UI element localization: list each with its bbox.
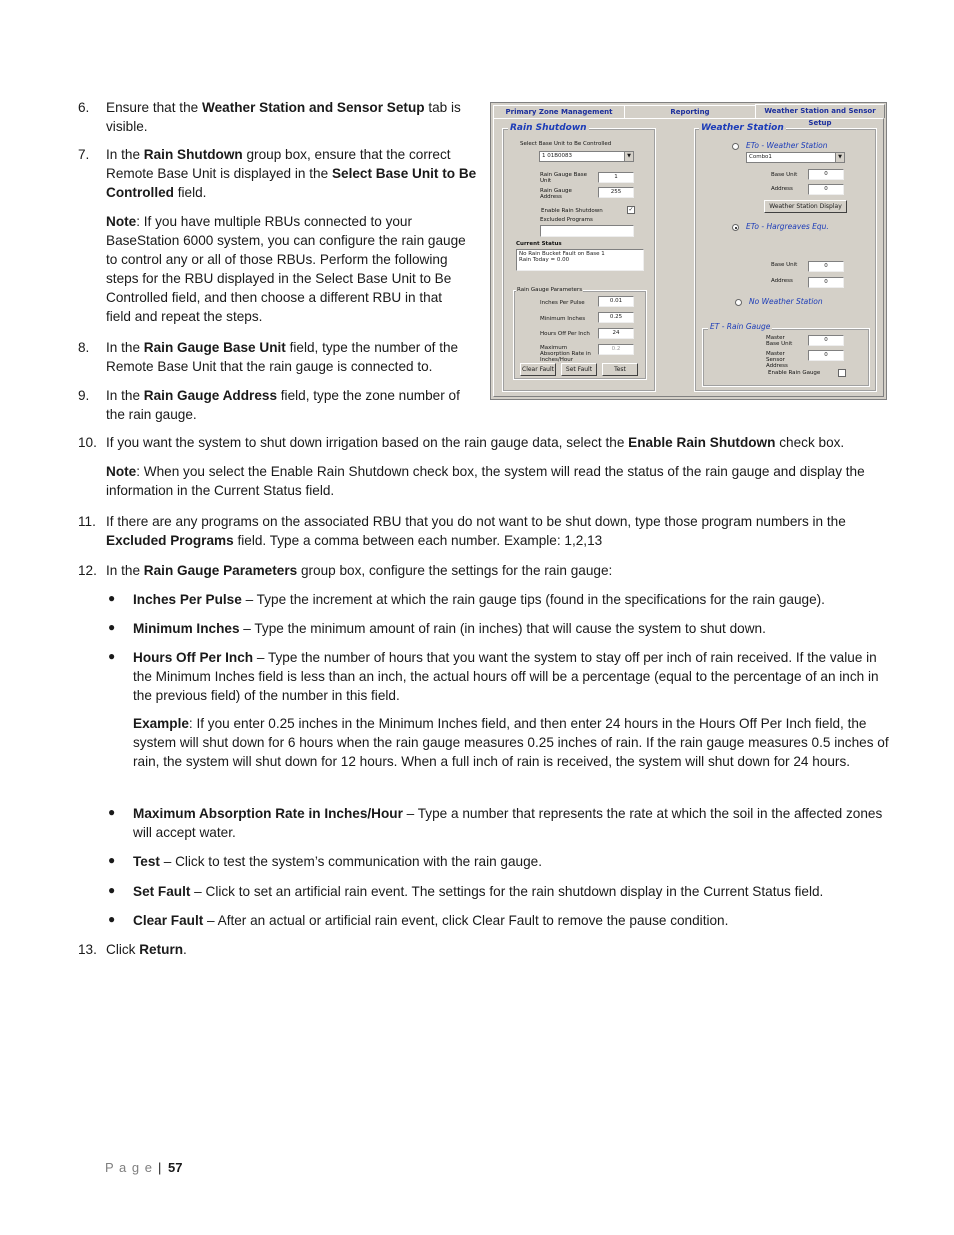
step-10-note: Note: When you select the Enable Rain Shutdown check box, the system will read the status of the rain gauge and display the information in the Current Status field. [106, 464, 865, 498]
base-unit-label: Base Unit [771, 262, 798, 268]
step-number: 6. [78, 100, 90, 115]
step-12: In the Rain Gauge Parameters group box, configure the settings for the rain gauge: [106, 563, 613, 578]
step-9: In the Rain Gauge Address field, type the zone number of the rain gauge. [106, 388, 460, 422]
inches-per-pulse-field[interactable]: 0.01 [598, 296, 634, 307]
step-10: If you want the system to shut down irrigation based on the rain gauge data, select the Enable Rain Shutdown check box. [106, 435, 845, 450]
minimum-inches-label: Minimum Inches [540, 316, 586, 322]
et-rain-gauge-title: ET - Rain Gauge [710, 322, 771, 331]
step-13: Click Return. [106, 942, 187, 957]
rain-gauge-address-field[interactable]: 255 [598, 187, 634, 198]
tab-pane [493, 118, 884, 397]
test-button[interactable]: Test [602, 363, 638, 376]
weather-station-combo[interactable] [746, 152, 845, 163]
step-number: 8. [78, 340, 90, 355]
bullet-icon: ● [108, 649, 116, 663]
current-status-field [516, 249, 644, 271]
address-label: Address [771, 186, 793, 192]
base-unit-field[interactable]: 0 [808, 169, 844, 180]
bullet-icon: ● [108, 620, 116, 634]
address-field[interactable]: 0 [808, 184, 844, 195]
hours-off-per-inch-field[interactable]: 24 [598, 328, 634, 339]
select-base-unit-value: 1 01B0083 [542, 153, 573, 159]
minimum-inches-field[interactable]: 0.25 [598, 312, 634, 323]
bullet-item: Set Fault – Click to set an artificial rain event. The settings for the rain shutdown display in the Current Status field. [133, 884, 824, 899]
base-unit-label: Base Unit [771, 172, 798, 178]
rain-shutdown-title: Rain Shutdown [510, 123, 587, 133]
address-label: Address [771, 278, 793, 284]
set-fault-button[interactable]: Set Fault [561, 363, 597, 376]
eto-weather-station-label: ETo - Weather Station [746, 141, 828, 150]
bullet-icon: ● [108, 853, 116, 867]
step-11: If there are any programs on the associated RBU that you do not want to be shut down, type those program numbers in the Excluded Programs field. Type a comma between each number. Example: 1,2,13 [106, 514, 846, 548]
page-number: 57 [168, 1160, 183, 1175]
enable-rain-shutdown-checkbox[interactable]: ✓ [628, 206, 634, 213]
enable-rain-gauge-label: Enable Rain Gauge [768, 370, 821, 376]
no-weather-station-label: No Weather Station [749, 297, 823, 306]
bullet-icon: ● [108, 805, 116, 819]
weather-station-display-button[interactable]: Weather Station Display [764, 200, 847, 213]
clear-fault-button[interactable]: Clear Fault [520, 363, 556, 376]
example-text: Example: If you enter 0.25 inches in the Minimum Inches field, and then enter 24 hours in the Hours Off Per Inch field, the system will shut down for 6 hours when the rain gauge measures 0.25 inches of rain. If the rain gauge measures 0.5 inches of rain, the system will shut down for 12 hours. When a full inch of rain is received, the system will shut down for 24 hours. [133, 716, 889, 769]
step-number: 11. [78, 514, 96, 529]
rain-gauge-base-unit-field[interactable]: 1 [598, 172, 634, 183]
rain-gauge-address-label: Rain Gauge Address [540, 188, 572, 200]
rain-gauge-base-unit-label: Rain Gauge Base Unit [540, 172, 587, 184]
step-number: 7. [78, 147, 90, 162]
bullet-item: Test – Click to test the system’s communication with the rain gauge. [133, 854, 543, 869]
tab-reporting[interactable]: Reporting [624, 105, 756, 118]
enable-rain-gauge-checkbox[interactable] [838, 369, 846, 377]
footer-separator: | [158, 1160, 162, 1175]
step-7: In the Rain Shutdown group box, ensure that the correct Remote Base Unit is displayed in the Select Base Unit to Be Controlled field. [106, 147, 477, 200]
bullet-icon: ● [108, 912, 116, 926]
rain-gauge-parameters-title: Rain Gauge Parameters [517, 287, 583, 293]
max-absorption-rate-field[interactable]: 0.2 [598, 344, 634, 355]
no-weather-station-radio[interactable] [735, 299, 742, 306]
select-base-unit-label: Select Base Unit to Be Controlled [520, 141, 612, 147]
step-number: 10. [78, 435, 97, 450]
select-base-unit-combo[interactable] [539, 151, 634, 162]
status-line: No Rain Bucket Fault on Base 1 [519, 251, 605, 257]
bullet-item: Inches Per Pulse – Type the increment at which the rain gauge tips (found in the specifications for the rain gauge). [133, 592, 825, 607]
excluded-programs-label: Excluded Programs [540, 217, 593, 223]
step-6: Ensure that the Weather Station and Sensor Setup tab is visible. [106, 100, 461, 134]
master-sensor-address-field[interactable]: 0 [808, 350, 844, 361]
bullet-item: Maximum Absorption Rate in Inches/Hour – Type a number that represents the rate at which the soil in the affected zones will accept water. [133, 806, 883, 840]
bullet-item: Minimum Inches – Type the minimum amount of rain (in inches) that will cause the system to shut down. [133, 621, 766, 636]
max-absorption-rate-label: Maximum Absorption Rate in Inches/Hour [540, 345, 591, 363]
tab-weather-station-setup[interactable]: Weather Station and Sensor Setup [755, 104, 885, 118]
footer-page-label: P a g e [105, 1160, 153, 1175]
eto-hargreaves-label: ETo - Hargreaves Equ. [746, 222, 829, 231]
eto-hargreaves-radio[interactable] [732, 224, 739, 231]
step-number: 13. [78, 942, 97, 957]
settings-screenshot [490, 102, 887, 400]
step-7-note: Note: If you have multiple RBUs connected to your BaseStation 6000 system, you can configure the rain gauge to control any or all of those RBUs. Perform the following steps for the RBU displayed in the Select Base Unit to Be Controlled field, and then choose a different RBU in that field and repeat the steps. [106, 214, 466, 324]
chevron-down-icon[interactable]: ▼ [624, 152, 633, 161]
tab-primary-zone-management[interactable]: Primary Zone Management [493, 105, 625, 118]
excluded-programs-field[interactable] [540, 225, 634, 237]
address-field[interactable]: 0 [808, 277, 844, 288]
bullet-icon: ● [108, 883, 116, 897]
step-number: 9. [78, 388, 90, 403]
chevron-down-icon[interactable]: ▼ [835, 153, 844, 162]
master-base-unit-field[interactable]: 0 [808, 335, 844, 346]
enable-rain-shutdown-label: Enable Rain Shutdown [541, 208, 603, 214]
step-8: In the Rain Gauge Base Unit field, type the number of the Remote Base Unit that the rain gauge is connected to. [106, 340, 459, 374]
bullet-item: Hours Off Per Inch – Type the number of hours that you want the system to stay off per inch of rain received. If the value in the Minimum Inches field is less than an inch, the actual hours off will be a percentage (equal to the percentage of an inch in the previous field) of the number in this field. [133, 650, 879, 703]
master-base-unit-label: Master Base Unit [766, 335, 793, 347]
eto-weather-station-radio[interactable] [732, 143, 739, 150]
weather-station-combo-value: Combo1 [749, 154, 772, 160]
status-line: Rain Today = 0.00 [519, 257, 570, 263]
inches-per-pulse-label: Inches Per Pulse [540, 300, 585, 306]
step-number: 12. [78, 563, 97, 578]
hours-off-per-inch-label: Hours Off Per Inch [540, 331, 590, 337]
bullet-item: Clear Fault – After an actual or artificial rain event, click Clear Fault to remove the pause condition. [133, 913, 729, 928]
master-sensor-address-label: Master Sensor Address [766, 351, 788, 369]
bullet-icon: ● [108, 591, 116, 605]
base-unit-field[interactable]: 0 [808, 261, 844, 272]
current-status-label: Current Status [516, 241, 562, 247]
weather-station-title: Weather Station [701, 123, 784, 133]
